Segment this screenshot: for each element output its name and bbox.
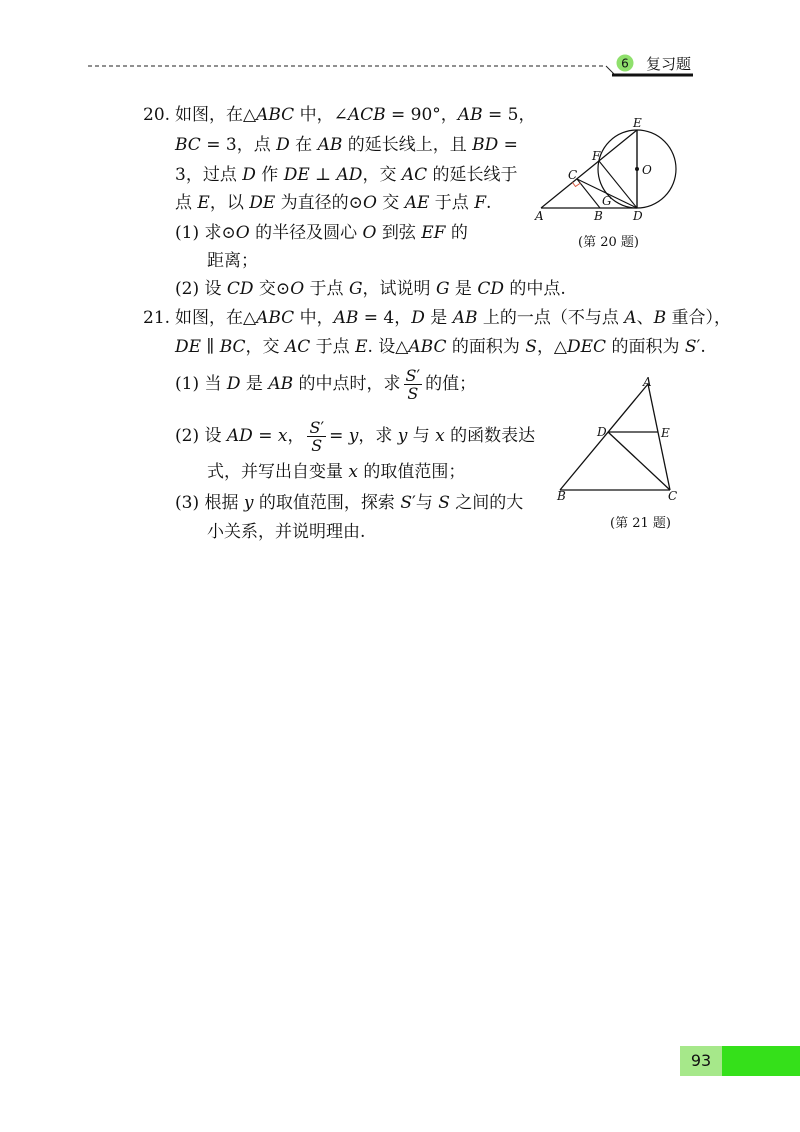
- label-e: E: [661, 426, 670, 440]
- problem-21-q1-before: (1) 当 D 是 AB 的中点时，求: [175, 374, 401, 394]
- figure-20: [525, 112, 695, 228]
- problem-20-number: 20.: [143, 105, 171, 125]
- figure-21: [550, 372, 690, 504]
- chapter-number: 6: [621, 56, 629, 71]
- label-e: E: [633, 116, 642, 130]
- problem-20-stem-line-4: 点 E，以 DE 为直径的⊙O 交 AE 于点 F.: [175, 193, 492, 213]
- right-angle-mark: [573, 183, 581, 187]
- label-d: D: [633, 209, 643, 223]
- fraction-numerator: S′: [309, 418, 325, 437]
- problem-21-q2-after: = y，求 y 与 x 的函数表达: [329, 426, 536, 446]
- label-b: B: [557, 489, 566, 503]
- problem-21-stem-line-2: DE ∥ BC，交 AC 于点 E. 设△ABC 的面积为 S，△DEC 的面积为 S′.: [175, 337, 706, 357]
- fraction-denominator: S: [407, 384, 419, 403]
- label-a: A: [535, 209, 544, 223]
- problem-20-stem-line-1: 如图，在△ABC 中，∠ACB = 90°，AB = 5，: [175, 105, 536, 125]
- header-rule: [0, 0, 800, 90]
- chapter-title: 复习题: [646, 55, 692, 73]
- problem-21-q2-before: (2) 设 AD = x，: [175, 426, 305, 446]
- problem-21-q3-line-2: 小关系，并说明理由.: [207, 522, 366, 542]
- label-c: C: [668, 489, 678, 503]
- label-c: C: [568, 168, 578, 182]
- problem-21-q2: [175, 414, 535, 458]
- figure-21-caption: (第 21 题): [610, 516, 671, 531]
- label-b: B: [594, 209, 603, 223]
- label-a: A: [643, 375, 652, 389]
- problem-21-q3-line-1: (3) 根据 y 的取值范围，探索 S′与 S 之间的大: [175, 493, 524, 513]
- label-d: D: [597, 425, 607, 439]
- problem-21-q1-after: 的值；: [425, 374, 477, 394]
- label-f: F: [592, 149, 601, 163]
- problem-20-stem-line-2: BC = 3，点 D 在 AB 的延长线上，且 BD =: [175, 135, 518, 155]
- segment-dc: [608, 432, 670, 490]
- problem-20-q1-line-2: 距离；: [207, 251, 258, 271]
- problem-20-q2: (2) 设 CD 交⊙O 于点 G，试说明 G 是 CD 的中点.: [175, 279, 566, 299]
- problem-21-q1: [175, 362, 476, 406]
- figure-20-caption: (第 20 题): [578, 235, 639, 250]
- fraction-s-prime-over-s: [404, 367, 423, 402]
- segment-ae: [541, 130, 637, 208]
- label-o: O: [642, 163, 652, 177]
- problem-20-q1-line-1: (1) 求⊙O 的半径及圆心 O 到弦 EF 的: [175, 223, 468, 243]
- page-number: 93: [680, 1046, 722, 1076]
- page-number-bar: [722, 1046, 800, 1076]
- problem-21-number: 21.: [143, 308, 171, 328]
- problem-20-stem-line-3: 3，过点 D 作 DE ⊥ AD，交 AC 的延长线于: [175, 165, 518, 185]
- label-g: G: [602, 194, 612, 208]
- fraction-numerator: S′: [405, 366, 421, 385]
- problem-21-stem-line-1: 如图，在△ABC 中，AB = 4，D 是 AB 上的一点（不与点 A、B 重合），: [175, 308, 731, 328]
- problem-21-q2-continuation: 式，并写出自变量 x 的取值范围；: [207, 462, 466, 482]
- center-o-dot: [635, 167, 639, 171]
- fraction-s-prime-over-s: [307, 419, 326, 454]
- fraction-denominator: S: [311, 436, 323, 455]
